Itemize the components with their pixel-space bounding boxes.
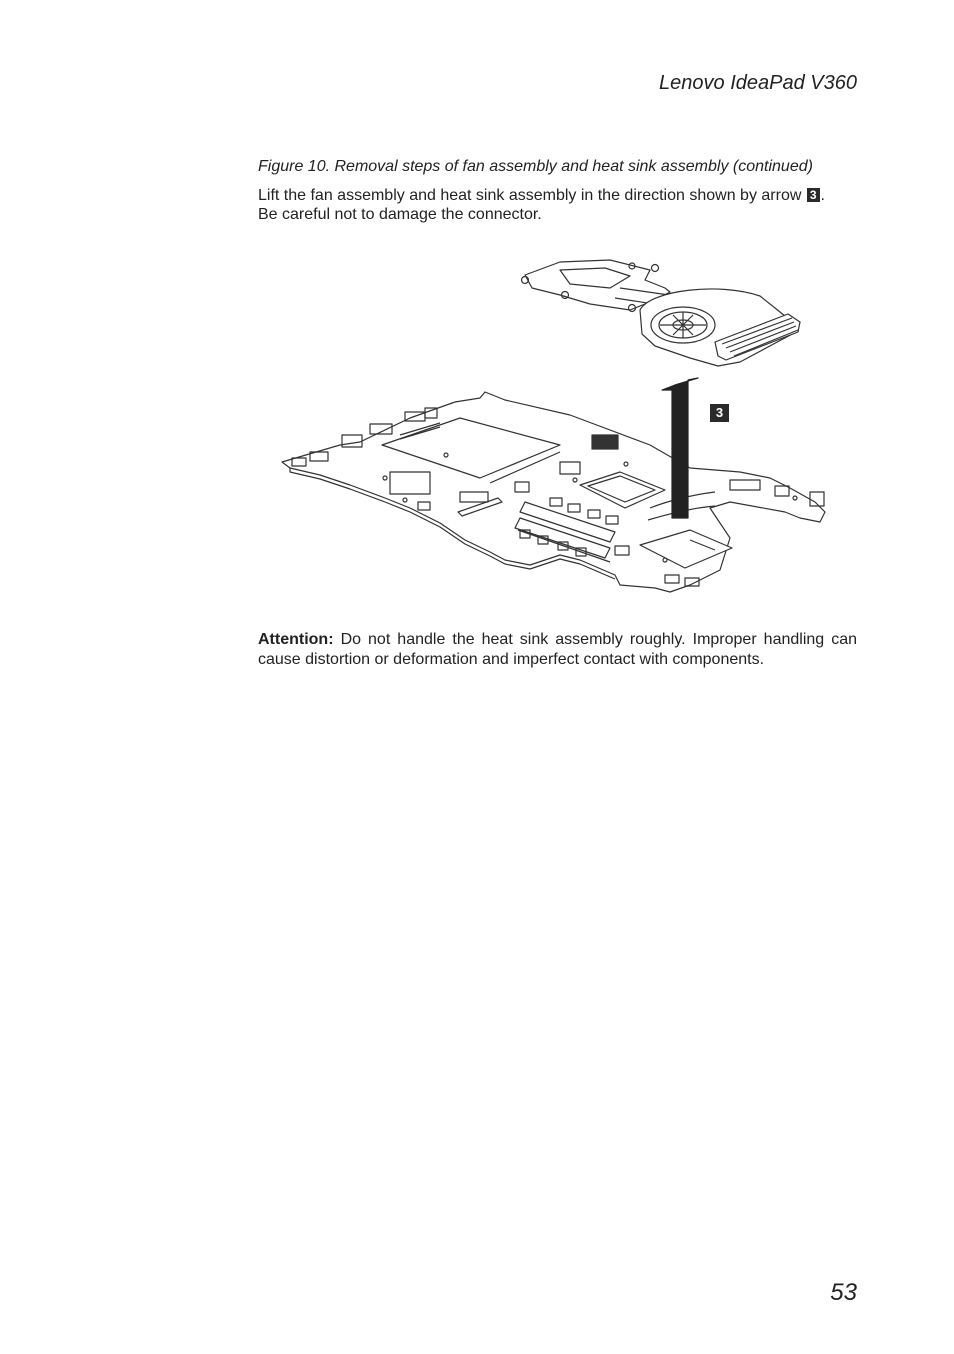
instruction-part-1: Lift the fan assembly and heat sink assembly in the direction shown by arrow	[258, 187, 802, 204]
attention-label: Attention:	[258, 631, 334, 648]
attention-text: Do not handle the heat sink assembly roughly. Improper handling can cause distortion or deformation and imperfect contact with components.	[258, 631, 857, 668]
page-number: 53	[830, 1279, 857, 1306]
step-callout-number: 3	[715, 405, 724, 420]
attention-note	[258, 630, 857, 670]
system-board	[282, 392, 825, 592]
instruction-part-2: .	[820, 187, 825, 204]
document-title: Lenovo IdeaPad V360	[659, 72, 857, 94]
instruction-line-2: Be careful not to damage the connector.	[258, 206, 542, 223]
instruction-text	[258, 186, 858, 224]
fan-heatsink-assembly	[522, 260, 801, 366]
step-badge: 3	[807, 188, 820, 202]
fan-heatsink-removal-illustration	[270, 240, 850, 615]
figure-caption: Figure 10. Removal steps of fan assembly and heat sink assembly (continued)	[258, 158, 813, 175]
step-callout-badge	[710, 404, 729, 422]
